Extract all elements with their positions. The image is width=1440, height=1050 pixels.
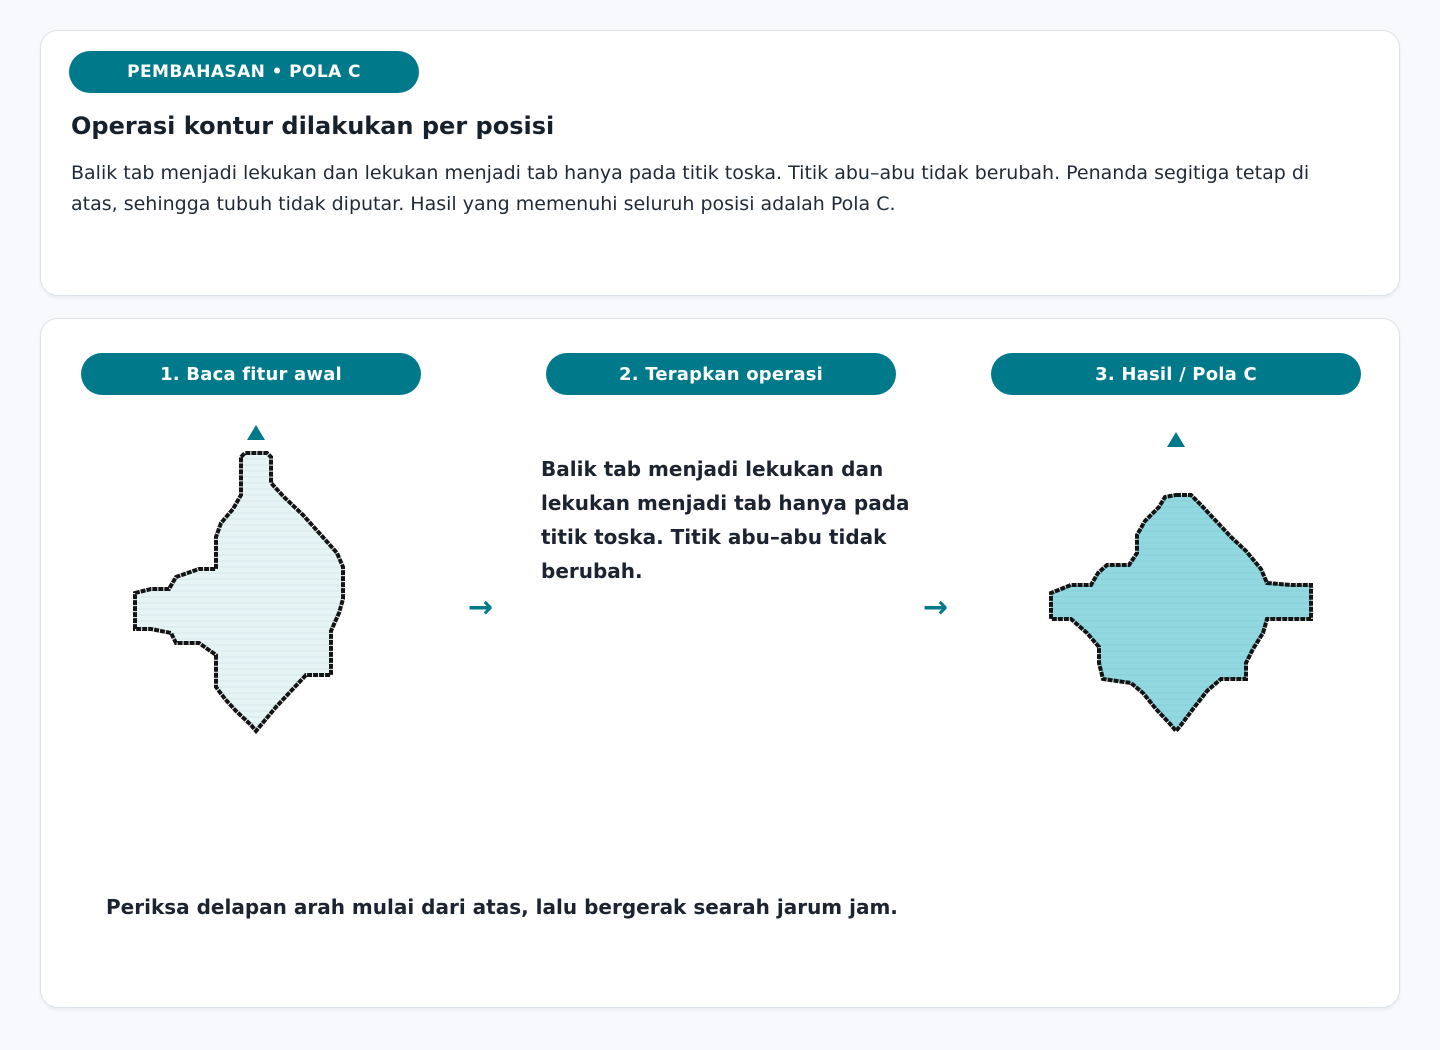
initial-shape-figure bbox=[121, 423, 361, 743]
step-2-pill: 2. Terapkan operasi bbox=[546, 353, 896, 395]
result-shape-figure bbox=[1041, 423, 1321, 743]
result-shape bbox=[1051, 495, 1311, 731]
step-1-pill: 1. Baca fitur awal bbox=[81, 353, 421, 395]
operation-description: Balik tab menjadi lekukan dan lekukan menjadi tab hanya pada titik toska. Titik abu–abu tidak berubah. bbox=[541, 457, 910, 583]
explanation-card bbox=[40, 30, 1400, 296]
explanation-body: Balik tab menjadi lekukan dan lekukan menjadi tab hanya pada titik toska. Titik abu–abu tidak berubah. Penanda segitiga tetap di atas, sehingga tubuh tidak diputar. Hasil yang memenuhi seluruh posisi adalah Pola C. bbox=[71, 162, 1310, 215]
orientation-triangle-icon bbox=[1167, 432, 1185, 447]
arrow-right-icon: → bbox=[923, 590, 949, 625]
explanation-title: Operasi kontur dilakukan per posisi bbox=[71, 112, 555, 140]
arrow-right-icon: → bbox=[468, 590, 494, 625]
steps-card bbox=[40, 318, 1400, 1008]
initial-shape bbox=[135, 453, 343, 731]
footer-note: Periksa delapan arah mulai dari atas, lalu bergerak searah jarum jam. bbox=[106, 895, 898, 919]
step-3-pill: 3. Hasil / Pola C bbox=[991, 353, 1361, 395]
orientation-triangle-icon bbox=[247, 425, 265, 440]
section-tag: PEMBAHASAN • POLA C bbox=[69, 51, 419, 93]
